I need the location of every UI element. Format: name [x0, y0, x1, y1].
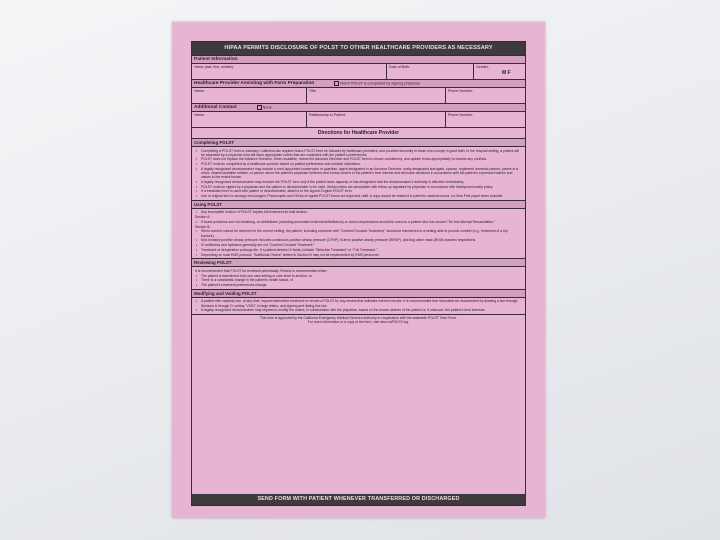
reviewing-intro: It is recommended that POLST be reviewed periodically. Review is recommended when:: [195, 268, 328, 273]
contact-name-field: Name:: [192, 112, 307, 127]
modifying-heading: Modifying and Voiding POLST: [192, 289, 525, 298]
list-item: • POLST must be signed by a physician and the patient or decisionmaker to be valid. Verbal orders are acceptable with follow-up signature by physician in accordance with facility/community policy.: [195, 185, 522, 189]
list-item: • Completing a POLST form is voluntary. California law requires that a POLST form be followed by healthcare providers, and provides immunity to those who comply in good faith. In the hospital setting, a patient will be assessed by a physician who will issue appropriate orders that are consistent with the patient's preferences.: [195, 149, 522, 157]
list-item: • POLST does not replace the Advance Directive. When available, review the Advance Directive and POLST form to ensure consistency, and update forms appropriately to resolve any conflicts.: [195, 157, 522, 161]
patient-dob-field: Date of Birth:: [387, 64, 474, 79]
directions-title: Directions for Healthcare Provider: [192, 127, 525, 138]
list-item: • There is a substantial change in the patient's health status, or: [195, 278, 522, 282]
additional-contact-row: [192, 111, 525, 127]
using-section: [192, 209, 525, 258]
list-item: • The patient is transferred from one care setting or care level to another, or: [195, 274, 522, 278]
using-general-list: [195, 210, 522, 214]
gender-label: Gender:: [476, 65, 489, 69]
completing-list: [195, 149, 522, 199]
list-item: • When comfort cannot be achieved in the current setting, the patient, including someone with "Comfort-Focused Treatment," should be transferred to a setting able to provide comfort (e.g., treatment of a hip fracture).: [195, 229, 522, 237]
list-item: • Depending on local EMS protocol, "Additional Orders" written in Section B may not be implemented by EMS personnel.: [195, 253, 522, 257]
none-checkbox-icon: [257, 105, 262, 110]
using-section-a-list: [195, 220, 522, 224]
provider-row: [192, 87, 525, 103]
patient-information-heading: Patient Information: [192, 55, 525, 63]
additional-contact-heading: [192, 103, 525, 111]
list-item: • If a translated form is used with patient or decisionmaker, attach it to the signed English POLST form.: [195, 189, 522, 193]
contact-phone-field: Phone Number:: [448, 113, 474, 117]
provider-title-field: Title:: [307, 88, 446, 103]
additional-contact-none: [257, 105, 272, 110]
modifying-section: [192, 298, 525, 314]
footer-note-line-2: For more information or a copy of the form, visit www.caPOLST.org.: [307, 320, 410, 325]
list-item: • A legally recognized decisionmaker may include a court-appointed conservator or guardian, agent designated in an Advance Directive, orally designated surrogate, spouse, registered domestic partner, parent of a minor, closest available relative, or person whom the patient's physician believes best knows what is in the patient's best interest and will make decisions in accordance with the patient's expressed wishes and values to the extent known.: [195, 167, 522, 179]
provider-na-checkbox-icon: [334, 81, 339, 86]
section-b-label: Section B:: [195, 224, 211, 229]
reviewing-list: [195, 274, 522, 288]
completing-heading: Completing POLST: [192, 138, 525, 147]
list-item: • POLST must be completed by a healthcare provider based on patient preferences and medical indications.: [195, 162, 522, 166]
bottom-bar: SEND FORM WITH PATIENT WHENEVER TRANSFERRED OR DISCHARGED: [192, 494, 525, 505]
provider-na-note: [334, 81, 420, 86]
provider-na-note-text: N/A if POLST is completed by signing physician: [340, 81, 421, 86]
gender-options: M F: [502, 70, 511, 77]
list-item: • A patient with capacity can, at any time, request alternative treatment or revoke a POLST by any means that indicates intent to revoke. It is recommended that revocation be documented by drawing a line through Sections A through D, writing "VOID" in large letters, and signing and dating this line.: [195, 299, 522, 307]
provider-heading: [192, 79, 525, 87]
footer-note: [192, 314, 525, 325]
section-a-label: Section A:: [195, 215, 211, 220]
provider-heading-label: Healthcare Provider Assisting with Form Preparation: [194, 80, 315, 86]
using-heading: Using POLST: [192, 200, 525, 209]
list-item: • Any incomplete section of POLST implies full treatment for that section.: [195, 210, 522, 214]
footer-note-line-1: This form is approved by the California Emergency Medical Services Authority in cooperation with the statewide POLST Task Force.: [259, 315, 458, 320]
list-item: • Treatment of dehydration prolongs life. If a patient desires IV fluids, indicate "Selective Treatment" or "Full Treatment.": [195, 248, 522, 252]
list-item: • IV antibiotics and hydration generally are not "Comfort-Focused Treatment.": [195, 243, 522, 247]
none-label: None: [262, 105, 272, 110]
completing-section: [192, 147, 525, 200]
patient-name-field: Name (last, first, middle):: [192, 64, 387, 79]
list-item: • If found pulseless and not breathing, no defibrillator (including automated external defibrillators) or chest compressions should be used on a patient who has chosen "Do Not Attempt Resuscitation.": [195, 220, 522, 224]
modifying-list: [195, 299, 522, 312]
list-item: • Use of original form is strongly encouraged. Photocopies and FAXes of signed POLST forms are legal and valid. A copy should be retained in patient's medical record, on Ultra Pink paper when possible.: [195, 194, 522, 198]
header-bar: HIPAA PERMITS DISCLOSURE OF POLST TO OTHER HEALTHCARE PROVIDERS AS NECESSARY: [192, 42, 525, 55]
list-item: • Non-invasive positive airway pressure includes continuous positive airway pressure (CPAP), bi-level positive airway pressure (BiPAP), and bag valve mask (BVM) assisted respirations.: [195, 238, 522, 242]
using-section-b-list: [195, 229, 522, 256]
list-item: • A legally recognized decisionmaker may execute the POLST form only if the patient lacks capacity or has designated that the decisionmaker's authority is effective immediately.: [195, 180, 522, 184]
provider-phone-field: Phone Number:: [448, 89, 474, 93]
additional-contact-heading-label: Additional Contact: [194, 104, 237, 110]
list-item: • The patient's treatment preferences change.: [195, 283, 522, 287]
reviewing-heading: Reviewing POLST: [192, 258, 525, 267]
polst-form-page: [172, 22, 545, 518]
polst-form: [191, 41, 526, 506]
patient-information-row: [192, 63, 525, 79]
reviewing-section: [192, 267, 525, 289]
list-item: • A legally recognized decisionmaker may request to modify the orders, in collaboration with the physician, based on the known desires of the patient or, if unknown, the patient's best interests.: [195, 308, 522, 312]
patient-gender-field: [474, 64, 525, 79]
provider-name-field: Name:: [192, 88, 307, 103]
contact-relationship-field: Relationship to Patient:: [307, 112, 446, 127]
